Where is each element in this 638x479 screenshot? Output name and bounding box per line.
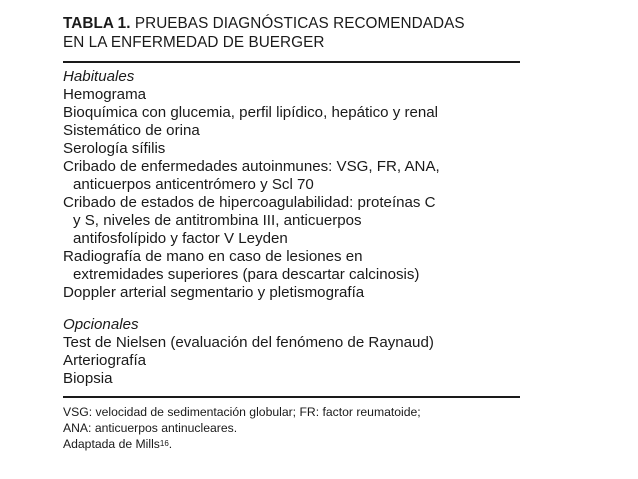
- list-item: [63, 370, 520, 388]
- footnote-line: ANA: anticuerpos antinucleares.: [63, 421, 238, 435]
- section-heading: Opcionales: [63, 316, 139, 333]
- footnotes: [63, 404, 520, 452]
- table-title-line-1: [63, 14, 520, 33]
- list-item: [63, 122, 520, 140]
- item-line: Hemograma: [63, 86, 147, 103]
- item-line: Cribado de estados de hipercoagulabilidad: proteínas C: [63, 194, 436, 211]
- item-line: Biopsia: [63, 370, 113, 387]
- section-opcionales: [63, 316, 520, 388]
- table-title: PRUEBAS DIAGNÓSTICAS RECOMENDADAS: [134, 15, 465, 32]
- source-text: Adaptada de Mills: [63, 437, 160, 451]
- item-line: Test de Nielsen (evaluación del fenómeno de Raynaud): [63, 334, 434, 351]
- item-line: Doppler arterial segmentario y pletismografía: [63, 284, 365, 301]
- source-period: .: [168, 437, 173, 451]
- list-item: [63, 352, 520, 370]
- list-item: [63, 140, 520, 158]
- list-item: [63, 248, 520, 284]
- section-heading: Habituales: [63, 68, 135, 85]
- item-line: Cribado de enfermedades autoinmunes: VSG, FR, ANA,: [63, 158, 440, 175]
- table-label: TABLA 1.: [63, 15, 131, 32]
- list-item: [63, 86, 520, 104]
- header-divider: [63, 61, 520, 63]
- footnote-source: [63, 436, 520, 452]
- reference-number: 16: [159, 439, 169, 448]
- list-item: [63, 334, 520, 352]
- spacer: [63, 388, 520, 396]
- item-line: Bioquímica con glucemia, perfil lipídico, hepático y renal: [63, 104, 439, 121]
- table-title-line-2: EN LA ENFERMEDAD DE BUERGER: [63, 34, 325, 51]
- table-card: [63, 14, 520, 452]
- list-item: [63, 194, 520, 248]
- list-item: [63, 284, 520, 302]
- footer-divider: [63, 396, 520, 398]
- list-item: [63, 158, 520, 194]
- item-line: Arteriografía: [63, 352, 147, 369]
- section-habituales: [63, 68, 520, 302]
- item-line-continued: extremidades superiores (para descartar calcinosis): [73, 266, 420, 283]
- item-line: Sistemático de orina: [63, 122, 200, 139]
- item-line-continued: antifosfolípido y factor V Leyden: [73, 230, 288, 247]
- item-line: Serología sífilis: [63, 140, 166, 157]
- item-line-continued: anticuerpos anticentrómero y Scl 70: [73, 176, 314, 193]
- list-item: [63, 104, 520, 122]
- footnote-line: VSG: velocidad de sedimentación globular; FR: factor reumatoide;: [63, 405, 421, 419]
- item-line-continued: y S, niveles de antitrombina III, anticuerpos: [73, 212, 362, 229]
- item-line: Radiografía de mano en caso de lesiones en: [63, 248, 363, 265]
